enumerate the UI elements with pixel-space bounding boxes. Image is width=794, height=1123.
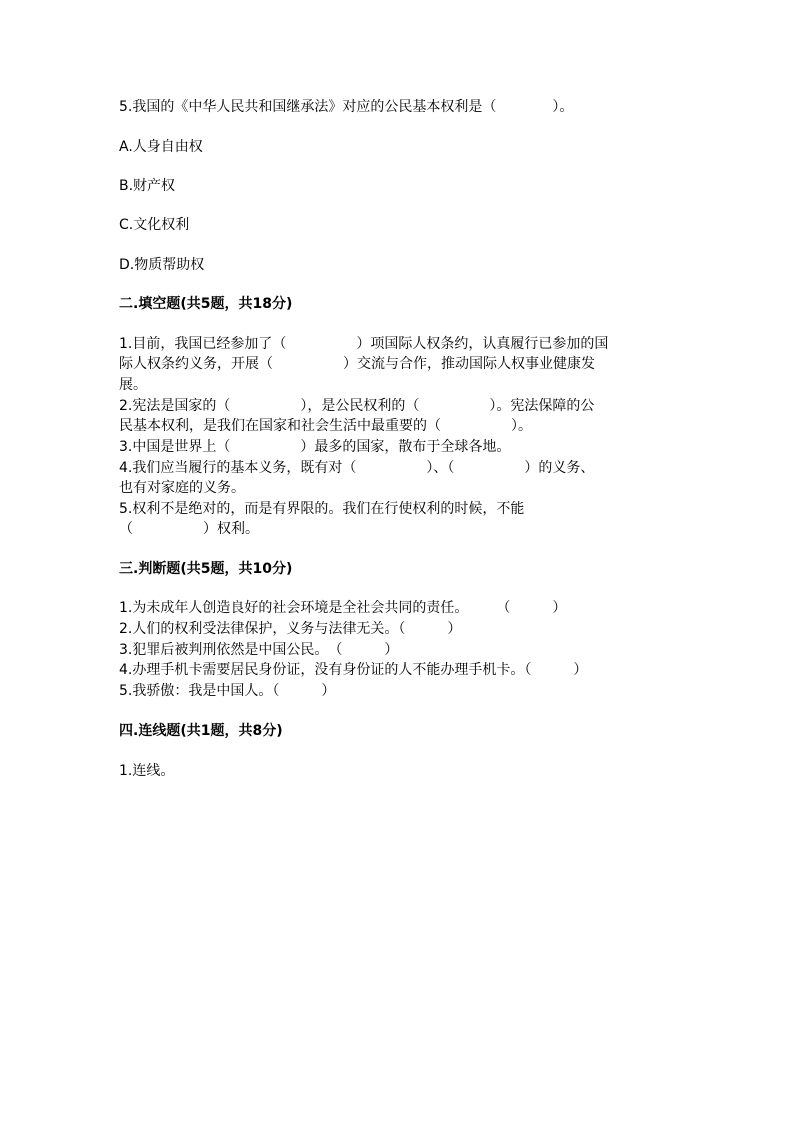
option-d: D.物质帮助权 <box>119 257 205 273</box>
judge-line: 3.犯罪后被判刑依然是中国公民。 （ ） <box>119 642 399 658</box>
judge-line: 2.人们的权利受法律保护，义务与法律无关。（ ） <box>119 621 462 637</box>
judge-line: 5.我骄傲：我是中国人。（ ） <box>119 683 336 699</box>
fill-blank-line: （ ）权利。 <box>119 521 259 537</box>
fill-blank-line: 2.宪法是国家的（ ），是公民权利的（ ）。宪法保障的公 <box>119 398 595 414</box>
fill-blank-line: 民基本权利，是我们在国家和社会生活中最重要的（ ）。 <box>119 418 532 434</box>
judge-line: 4.办理手机卡需要居民身份证，没有身份证的人不能办理手机卡。（ ） <box>119 662 588 678</box>
option-b: B.财产权 <box>119 178 176 194</box>
section-heading-fill-blank: 二.填空题(共5题，共18分) <box>119 296 293 312</box>
fill-blank-line: 5.权利不是绝对的，而是有界限的。我们在行使权利的时候，不能 <box>119 501 525 517</box>
matching-line: 1.连线。 <box>119 763 175 779</box>
judge-line: 1.为未成年人创造良好的社会环境是全社会共同的责任。 （ ） <box>119 600 567 616</box>
fill-blank-line: 1.目前，我国已经参加了（ ）项国际人权条约，认真履行已参加的国 <box>119 336 609 352</box>
fill-blank-line: 际人权条约义务，开展（ ）交流与合作，推动国际人权事业健康发 <box>119 356 595 372</box>
fill-blank-line: 也有对家庭的义务。 <box>119 480 245 496</box>
question-5-stem: 5.我国的《中华人民共和国继承法》对应的公民基本权利是（ ）。 <box>119 99 574 115</box>
fill-blank-line: 展。 <box>119 377 147 393</box>
option-c: C.文化权利 <box>119 217 190 233</box>
section-heading-matching: 四.连线题(共1题，共8分) <box>119 723 283 739</box>
fill-blank-line: 4.我们应当履行的基本义务，既有对（ ）、（ ）的义务、 <box>119 460 595 476</box>
section-heading-judge: 三.判断题(共5题，共10分) <box>119 561 293 577</box>
option-a: A.人身自由权 <box>119 139 203 155</box>
fill-blank-line: 3.中国是世界上（ ）最多的国家，散布于全球各地。 <box>119 439 511 455</box>
